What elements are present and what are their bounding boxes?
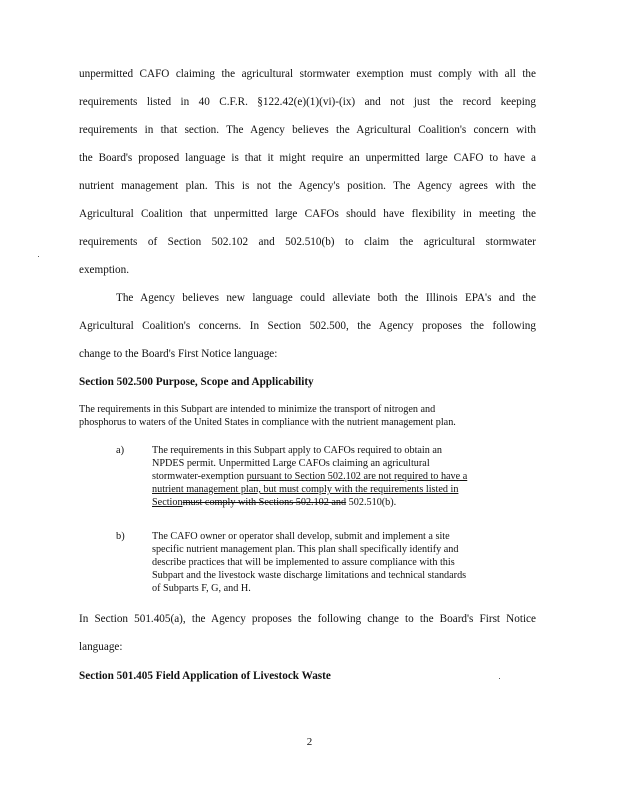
item-a-line-3-plain: stormwater-exemption	[152, 471, 247, 482]
item-a-label: a)	[116, 445, 125, 456]
item-a-inserted-text-3: Section	[152, 497, 183, 508]
paragraph-1-line-1: unpermitted CAFO claiming the agricultural stormwater exemption must comply with all the	[79, 68, 536, 80]
section-502-500-intro-line-2: phosphorus to waters of the United States in compliance with the nutrient management plan.	[79, 417, 456, 428]
item-a-line-3	[152, 470, 467, 483]
page-number: 2	[306, 736, 313, 748]
paragraph-2-line-1: The Agency believes new language could alleviate both the Illinois EPA's and the	[116, 292, 536, 304]
paragraph-3-line-1: In Section 501.405(a), the Agency proposes the following change to the Board's First Notice	[79, 613, 536, 625]
paragraph-2-line-3: change to the Board's First Notice language:	[79, 348, 278, 360]
paragraph-2-line-2: Agricultural Coalition's concerns. In Section 502.500, the Agency proposes the following	[79, 320, 536, 332]
item-a-line-2: NPDES permit. Unpermitted Large CAFOs claiming an agricultural	[152, 458, 430, 469]
item-b-line-3: describe practices that will be implemented to assure compliance with this	[152, 557, 455, 568]
paragraph-1-line-8: exemption.	[79, 264, 130, 276]
section-502-500-intro-line-1: The requirements in this Subpart are intended to minimize the transport of nitrogen and	[79, 404, 436, 415]
scan-speck	[38, 256, 39, 257]
paragraph-1-line-2: requirements listed in 40 C.F.R. §122.42(e)(1)(vi)-(ix) and not just the record keeping	[79, 96, 536, 108]
item-b-line-2: specific nutrient management plan. This plan shall specifically identify and	[152, 544, 459, 555]
paragraph-1-line-3: requirements in that section. The Agency believes the Agricultural Coalition's concern with	[79, 124, 536, 136]
paragraph-1-line-5: nutrient management plan. This is not the Agency's position. The Agency agrees with the	[79, 180, 536, 192]
item-a-line-5-plain: 502.510(b).	[346, 497, 397, 508]
item-b-line-1: The CAFO owner or operator shall develop, submit and implement a site	[152, 531, 450, 542]
section-501-405-heading: Section 501.405 Field Application of Livestock Waste	[79, 670, 331, 682]
scan-speck	[499, 678, 500, 679]
section-502-500-heading: Section 502.500 Purpose, Scope and Applicability	[79, 376, 314, 388]
paragraph-1-line-6: Agricultural Coalition that unpermitted large CAFOs should have flexibility in meeting the	[79, 208, 536, 220]
item-a-inserted-text-2: nutrient management plan, but must comply with the requirements listed in	[152, 484, 459, 495]
item-b-label: b)	[116, 531, 125, 542]
item-b-line-5: of Subparts F, G, and H.	[152, 583, 251, 594]
item-a-inserted-text-1: pursuant to Section 502.102 are not required to have a	[246, 471, 468, 482]
paragraph-1-line-4: the Board's proposed language is that it might require an unpermitted large CAFO to have a	[79, 152, 536, 164]
item-a-line-4	[152, 483, 458, 496]
item-a-deleted-text: must comply with Sections 502.102 and	[182, 497, 347, 508]
paragraph-3-line-2: language:	[79, 641, 123, 653]
item-a-line-5	[152, 496, 396, 509]
item-b-line-4: Subpart and the livestock waste discharge limitations and technical standards	[152, 570, 467, 581]
item-a-line-1: The requirements in this Subpart apply to CAFOs required to obtain an	[152, 445, 443, 456]
paragraph-1-line-7: requirements of Section 502.102 and 502.510(b) to claim the agricultural stormwater	[79, 236, 536, 248]
